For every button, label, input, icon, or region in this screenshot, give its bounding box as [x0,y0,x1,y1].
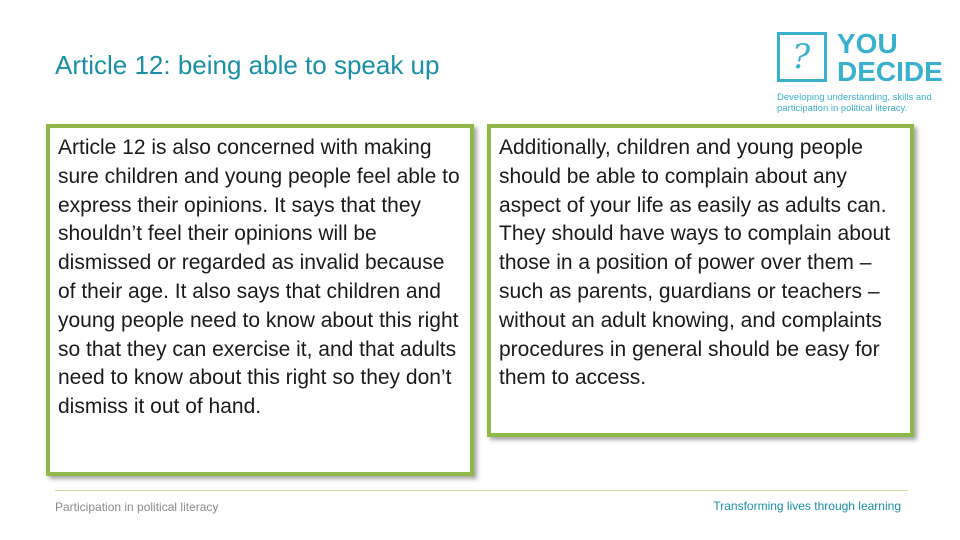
logo-word-you: YOU [837,28,898,59]
logo-word-decide: DECIDE [837,56,943,87]
footer-left-text: Participation in political literacy [55,500,219,514]
right-text-body: Additionally, children and young people should be able to complain about any aspect of your life as easily as adults can. They should have ways to complain about those in a position of power over them – such as parents, guardians or teachers – without an adult knowing, and complaints procedures in general should be easy for them to access. [499,136,891,390]
footer-right-text: Transforming lives through learning [713,499,901,513]
slide-title: Article 12: being able to speak up [55,50,440,80]
left-text-body: Article 12 is also concerned with making sure children and young people feel able to express their opinions. It says that they shouldn’t feel their opinions will be dismissed or regarded as invalid because of their age. It also says that children and young people need to know about this right so that they can exercise it, and that adults need to know about this right so they don’t dismiss it out of hand. [58,136,460,419]
you-decide-logo [777,30,952,115]
right-text-box [487,124,914,437]
left-text-box [46,124,474,476]
footer-divider [55,490,908,491]
logo-tagline: Developing understanding, skills and participation in political literacy. [777,92,932,114]
logo-mark: ? [792,37,811,77]
question-mark-icon [777,32,827,82]
